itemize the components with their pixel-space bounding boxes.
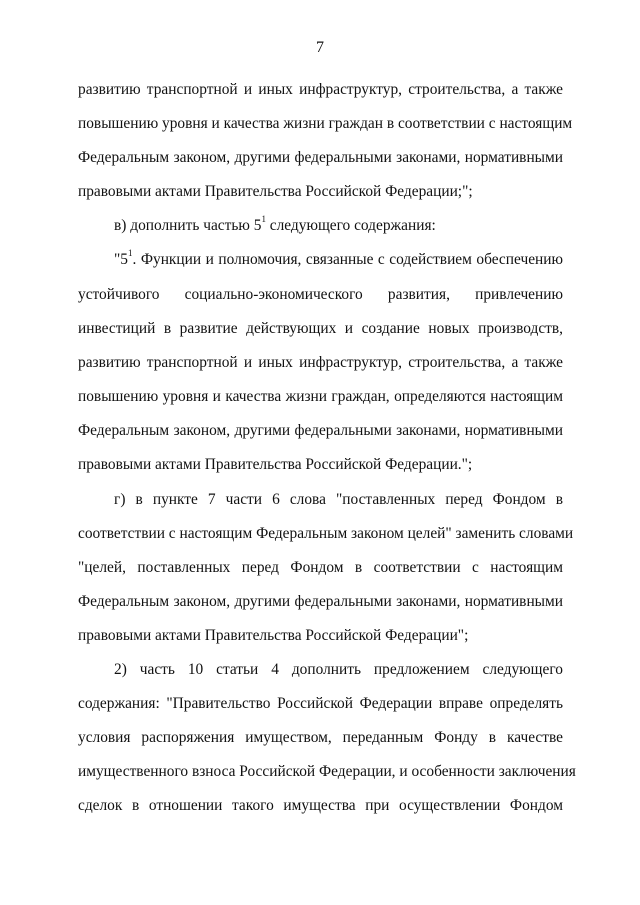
text-line: условия распоряжения имуществом, переданным Фонду в качестве xyxy=(78,729,563,746)
text-line: Федеральным законом, другими федеральными законами, нормативными xyxy=(78,422,563,439)
text-line: Федеральным законом, другими федеральными законами, нормативными xyxy=(78,593,563,610)
text-line: правовыми актами Правительства Российской Федерации."; xyxy=(78,456,473,473)
superscript: 1 xyxy=(127,247,133,258)
text-line: "целей, поставленных перед Фондом в соответствии с настоящим xyxy=(78,559,563,576)
text-line: правовыми актами Правительства Российской Федерации"; xyxy=(78,627,469,644)
text-fragment: "5 xyxy=(114,251,128,268)
paragraph-g-line: г) в пункте 7 части 6 слова "поставленных перед Фондом в xyxy=(114,491,563,508)
paragraph-v-line xyxy=(114,213,563,236)
text-line: правовыми актами Правительства Российской Федерации;"; xyxy=(78,183,473,200)
text-line: развитию транспортной и иных инфраструктур, строительства, а также xyxy=(78,354,563,371)
page-number: 7 xyxy=(316,39,324,56)
text-fragment: . Функции и полномочия, связанные с содействием обеспечению xyxy=(132,251,563,268)
item-2-line: 2) часть 10 статьи 4 дополнить предложением следующего xyxy=(114,661,563,678)
quoted-part-line xyxy=(114,247,563,270)
text-fragment: следующего содержания: xyxy=(265,217,436,234)
text-line: содержания: "Правительство Российской Федерации вправе определять xyxy=(78,695,563,712)
text-line: соответствии с настоящим Федеральным законом целей" заменить словами xyxy=(78,525,574,542)
text-line: повышению уровня и качества жизни граждан, определяются настоящим xyxy=(78,388,563,405)
superscript: 1 xyxy=(261,213,266,224)
text-line: сделок в отношении такого имущества при осуществлении Фондом xyxy=(78,797,563,814)
text-line: развитию транспортной и иных инфраструктур, строительства, а также xyxy=(78,81,563,98)
text-line: имущественного взноса Российской Федерации, и особенности заключения xyxy=(78,763,576,780)
text-line: инвестиций в развитие действующих и создание новых производств, xyxy=(78,320,563,337)
text-fragment: в) дополнить частью 5 xyxy=(114,217,262,234)
text-line: повышению уровня и качества жизни граждан в соответствии с настоящим xyxy=(78,115,573,132)
text-line: Федеральным законом, другими федеральными законами, нормативными xyxy=(78,149,563,166)
text-line: устойчивого социально-экономического развития, привлечению xyxy=(78,286,563,303)
